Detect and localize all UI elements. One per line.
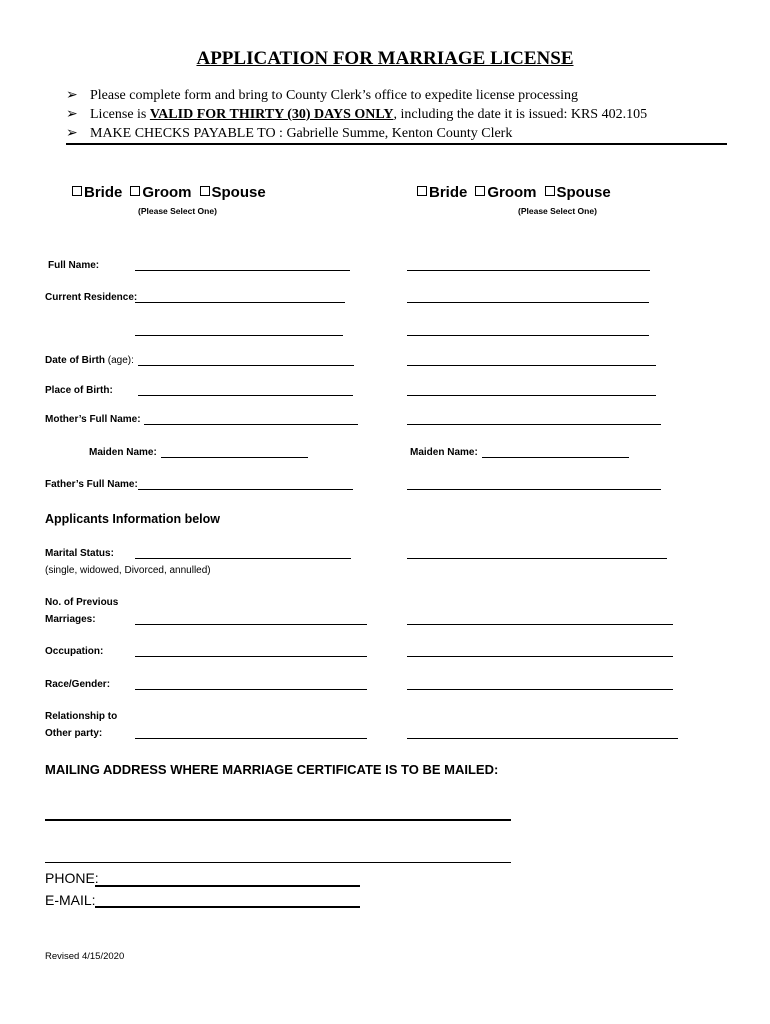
option-spouse[interactable]: Spouse xyxy=(545,184,611,201)
prev-marriages-label-2: Marriages: xyxy=(45,614,96,625)
race-gender-field-right[interactable] xyxy=(407,689,673,690)
dob-field-left[interactable] xyxy=(138,365,354,366)
full-name-field-left[interactable] xyxy=(135,270,350,271)
maiden-name-label-left: Maiden Name: xyxy=(89,447,157,458)
full-name-label: Full Name: xyxy=(48,260,100,271)
occupation-label: Occupation: xyxy=(45,646,104,657)
option-spouse[interactable]: Spouse xyxy=(200,184,266,201)
maiden-name-field-right[interactable] xyxy=(482,457,629,458)
option-groom[interactable]: Groom xyxy=(130,184,191,201)
option-bride[interactable]: Bride xyxy=(72,184,122,201)
mailing-address-field-1[interactable] xyxy=(45,819,511,821)
checkbox-icon[interactable] xyxy=(72,186,82,196)
fathers-name-field-right[interactable] xyxy=(407,489,661,490)
marital-status-label: Marital Status: xyxy=(45,548,114,559)
instruction-text: License is xyxy=(90,107,150,122)
fathers-name-field-left[interactable] xyxy=(138,489,353,490)
option-bride[interactable]: Bride xyxy=(417,184,467,201)
instruction-1 xyxy=(66,87,578,104)
residence-field-left-2[interactable] xyxy=(135,335,343,336)
occupation-field-right[interactable] xyxy=(407,656,673,657)
checkbox-icon[interactable] xyxy=(545,186,555,196)
arrow-bullet-icon: ➢ xyxy=(66,107,78,122)
option-groom[interactable]: Groom xyxy=(475,184,536,201)
residence-field-right-2[interactable] xyxy=(407,335,649,336)
party-selector-left xyxy=(72,184,274,201)
phone-field[interactable] xyxy=(95,885,360,887)
race-gender-field-left[interactable] xyxy=(135,689,367,690)
mothers-name-field-right[interactable] xyxy=(407,424,661,425)
relationship-field-left[interactable] xyxy=(135,738,367,739)
arrow-bullet-icon: ➢ xyxy=(66,88,78,103)
place-of-birth-field-left[interactable] xyxy=(138,395,353,396)
header-divider xyxy=(66,143,727,145)
current-residence-label: Current Residence: xyxy=(45,292,138,303)
race-gender-label: Race/Gender: xyxy=(45,679,111,690)
email-field[interactable] xyxy=(95,906,360,908)
mothers-name-field-left[interactable] xyxy=(144,424,358,425)
residence-field-right[interactable] xyxy=(407,302,649,303)
relationship-label-2: Other party: xyxy=(45,728,103,739)
maiden-name-field-left[interactable] xyxy=(161,457,308,458)
checkbox-icon[interactable] xyxy=(200,186,210,196)
mothers-name-label: Mother’s Full Name: xyxy=(45,414,141,425)
applicants-info-heading: Applicants Information below xyxy=(45,512,221,526)
marital-status-hint: (single, widowed, Divorced, annulled) xyxy=(45,565,211,576)
instruction-text: MAKE CHECKS PAYABLE TO : Gabrielle Summe, Kenton County Clerk xyxy=(90,126,513,141)
maiden-name-label-right: Maiden Name: xyxy=(410,447,478,458)
residence-field-left[interactable] xyxy=(135,302,345,303)
checkbox-icon[interactable] xyxy=(475,186,485,196)
marital-status-field-right[interactable] xyxy=(407,558,667,559)
revision-date: Revised 4/15/2020 xyxy=(45,951,125,962)
occupation-field-left[interactable] xyxy=(135,656,367,657)
place-of-birth-label: Place of Birth: xyxy=(45,385,113,396)
fathers-name-label: Father’s Full Name: xyxy=(45,479,138,490)
instruction-text: , including the date it is issued: KRS 402.105 xyxy=(393,107,648,122)
relationship-label: Relationship to xyxy=(45,711,118,722)
party-selector-right xyxy=(417,184,619,201)
dob-field-right[interactable] xyxy=(407,365,656,366)
prev-marriages-field-right[interactable] xyxy=(407,624,673,625)
full-name-field-right[interactable] xyxy=(407,270,650,271)
select-hint-right: (Please Select One) xyxy=(518,206,597,216)
validity-notice: VALID FOR THIRTY (30) DAYS ONLY xyxy=(149,107,394,122)
marital-status-field-left[interactable] xyxy=(135,558,351,559)
arrow-bullet-icon: ➢ xyxy=(66,126,78,141)
relationship-field-right[interactable] xyxy=(407,738,678,739)
instruction-text: Please complete form and bring to County Clerk’s office to expedite license processing xyxy=(90,88,579,103)
prev-marriages-label: No. of Previous xyxy=(45,597,119,608)
checkbox-icon[interactable] xyxy=(417,186,427,196)
dob-label: Date of Birth (age): xyxy=(45,355,134,366)
select-hint-left: (Please Select One) xyxy=(138,206,217,216)
place-of-birth-field-right[interactable] xyxy=(407,395,656,396)
prev-marriages-field-left[interactable] xyxy=(135,624,367,625)
checkbox-icon[interactable] xyxy=(130,186,140,196)
instruction-2 xyxy=(66,106,647,123)
instruction-3 xyxy=(66,125,512,142)
mailing-address-field-2[interactable] xyxy=(45,862,511,863)
phone-label: PHONE: xyxy=(45,870,99,886)
form-title: APPLICATION FOR MARRIAGE LICENSE xyxy=(196,48,574,69)
email-label: E-MAIL: xyxy=(45,892,96,908)
mailing-address-heading: MAILING ADDRESS WHERE MARRIAGE CERTIFICATE IS TO BE MAILED: xyxy=(45,762,499,777)
